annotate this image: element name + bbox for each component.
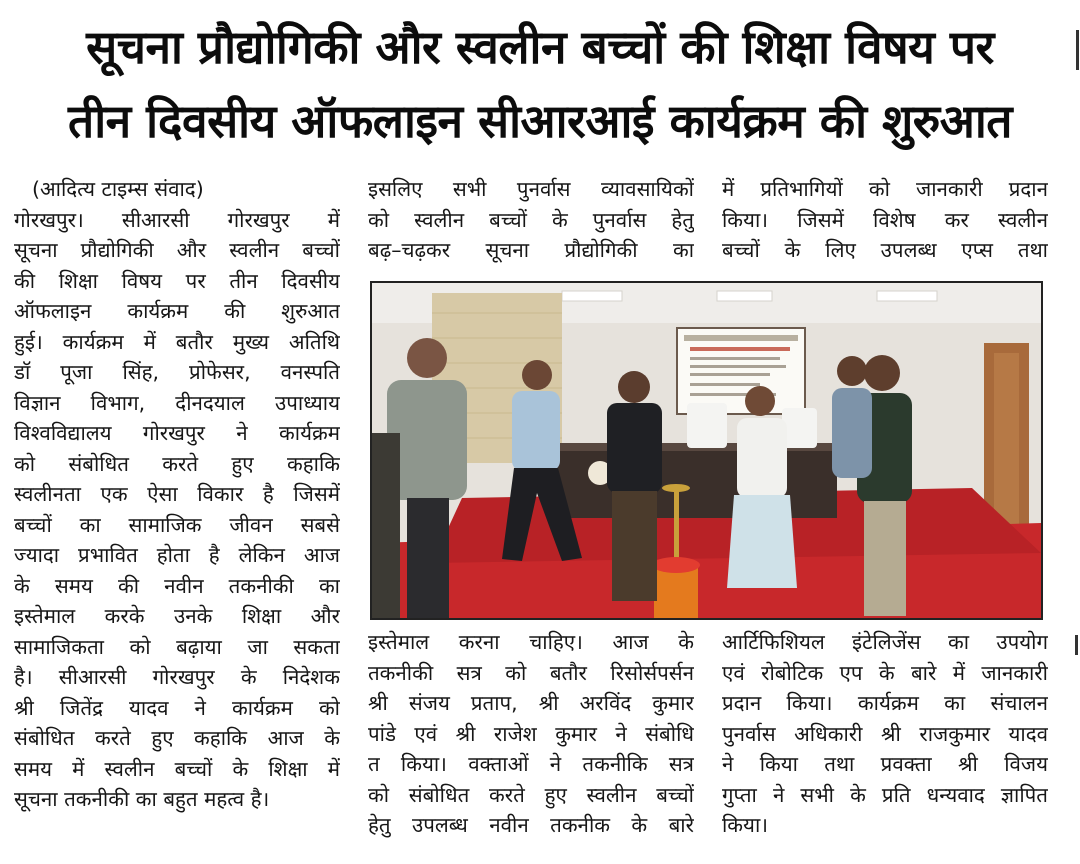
text-line: डॉ पूजा सिंह, प्रोफेसर, वनस्पति	[14, 360, 340, 384]
article-column-1	[14, 174, 340, 815]
text-line: को संबोधित करते हुए स्वलीन बच्चों	[368, 782, 694, 807]
text-line: गुप्ता ने सभी के प्रति धन्यवाद ज्ञापित	[722, 782, 1048, 807]
event-photo-illustration	[372, 283, 1041, 618]
text-line: विज्ञान विभाग, दीनदयाल उपाध्याय	[14, 390, 340, 415]
text-line: बच्चों के लिए उपलब्ध एप्स तथा	[722, 238, 1048, 262]
text-line: संबोधित करते हुए कहाकि आज के	[14, 726, 340, 750]
text-line: गोरखपुर। सीआरसी गोरखपुर में	[14, 207, 340, 232]
text-line: ने किया तथा प्रवक्ता श्री विजय	[722, 752, 1048, 776]
text-line: ऑफलाइन कार्यक्रम की शुरुआत	[14, 299, 340, 323]
text-line: बढ़–चढ़कर सूचना प्रौद्योगिकी का	[368, 238, 694, 262]
text-line: सूचना प्रौद्योगिकी और स्वलीन बच्चों	[14, 238, 340, 262]
text-line: विश्वविद्यालय गोरखपुर ने कार्यक्रम	[14, 421, 340, 445]
text-line: बच्चों का सामाजिक जीवन सबसे	[14, 512, 340, 537]
page-edge-mark	[1075, 635, 1078, 655]
headline-line-1: सूचना प्रौद्योगिकी और स्वलीन बच्चों की शिक्षा विषय पर	[86, 20, 994, 74]
text-line: प्रदान किया। कार्यक्रम का संचालन	[722, 691, 1048, 715]
headline-line-2: तीन दिवसीय ऑफलाइन सीआरआई कार्यक्रम की शुरुआत	[67, 94, 1013, 148]
text-line: के समय की नवीन तकनीकी का	[14, 573, 340, 598]
text-line: को संबोधित करते हुए कहाकि	[14, 451, 340, 476]
text-line: हुई। कार्यक्रम में बतौर मुख्य अतिथि	[14, 329, 340, 354]
text-line: पांडे एवं श्री राजेश कुमार ने संबोधि	[368, 721, 694, 746]
text-line: सामाजिकता को बढ़ाया जा सकता	[14, 634, 340, 659]
text-line: ज्यादा प्रभावित होता है लेकिन आज	[14, 543, 340, 567]
text-line: हेतु उपलब्ध नवीन तकनीक के बारे	[368, 813, 694, 837]
article-column-2-top	[368, 174, 694, 266]
text-line: पुनर्वास अधिकारी श्री राजकुमार यादव	[722, 721, 1048, 746]
text-line: तकनीकी सत्र को बतौर रिसोर्सपर्सन	[368, 660, 694, 685]
text-line: की शिक्षा विषय पर तीन दिवसीय	[14, 268, 340, 293]
byline: (आदित्य टाइम्स संवाद)	[32, 177, 204, 201]
text-line: समय में स्वलीन बच्चों के शिक्षा में	[14, 756, 340, 781]
article-column-2-bottom	[368, 627, 694, 841]
text-line: इसलिए सभी पुनर्वास व्यावसायिकों	[368, 177, 694, 201]
text-line: त किया। वक्ताओं ने तकनीकि सत्र	[368, 752, 694, 776]
text-line: किया। जिसमें विशेष कर स्वलीन	[722, 207, 1048, 232]
page-edge-mark	[1076, 30, 1079, 70]
text-line: इस्तेमाल करके उनके शिक्षा और	[14, 604, 340, 628]
text-line: में प्रतिभागियों को जानकारी प्रदान	[722, 177, 1048, 201]
article-column-3-bottom	[722, 627, 1048, 841]
text-line: आर्टिफिशियल इंटेलिजेंस का उपयोग	[722, 630, 1048, 654]
text-line: सूचना तकनीकी का बहुत महत्व है।	[14, 787, 270, 811]
text-line: एवं रोबोटिक एप के बारे में जानकारी	[722, 660, 1048, 685]
event-photo	[370, 281, 1043, 620]
text-line: श्री संजय प्रताप, श्री अरविंद कुमार	[368, 691, 694, 715]
text-line: किया।	[722, 813, 769, 837]
text-line: को स्वलीन बच्चों के पुनर्वास हेतु	[368, 207, 694, 232]
article-column-3-top	[722, 174, 1048, 266]
text-line: श्री जितेंद्र यादव ने कार्यक्रम को	[14, 695, 340, 720]
text-line: स्वलीनता एक ऐसा विकार है जिसमें	[14, 482, 340, 506]
text-line: इस्तेमाल करना चाहिए। आज के	[368, 630, 694, 654]
text-line: है। सीआरसी गोरखपुर के निदेशक	[14, 665, 340, 689]
